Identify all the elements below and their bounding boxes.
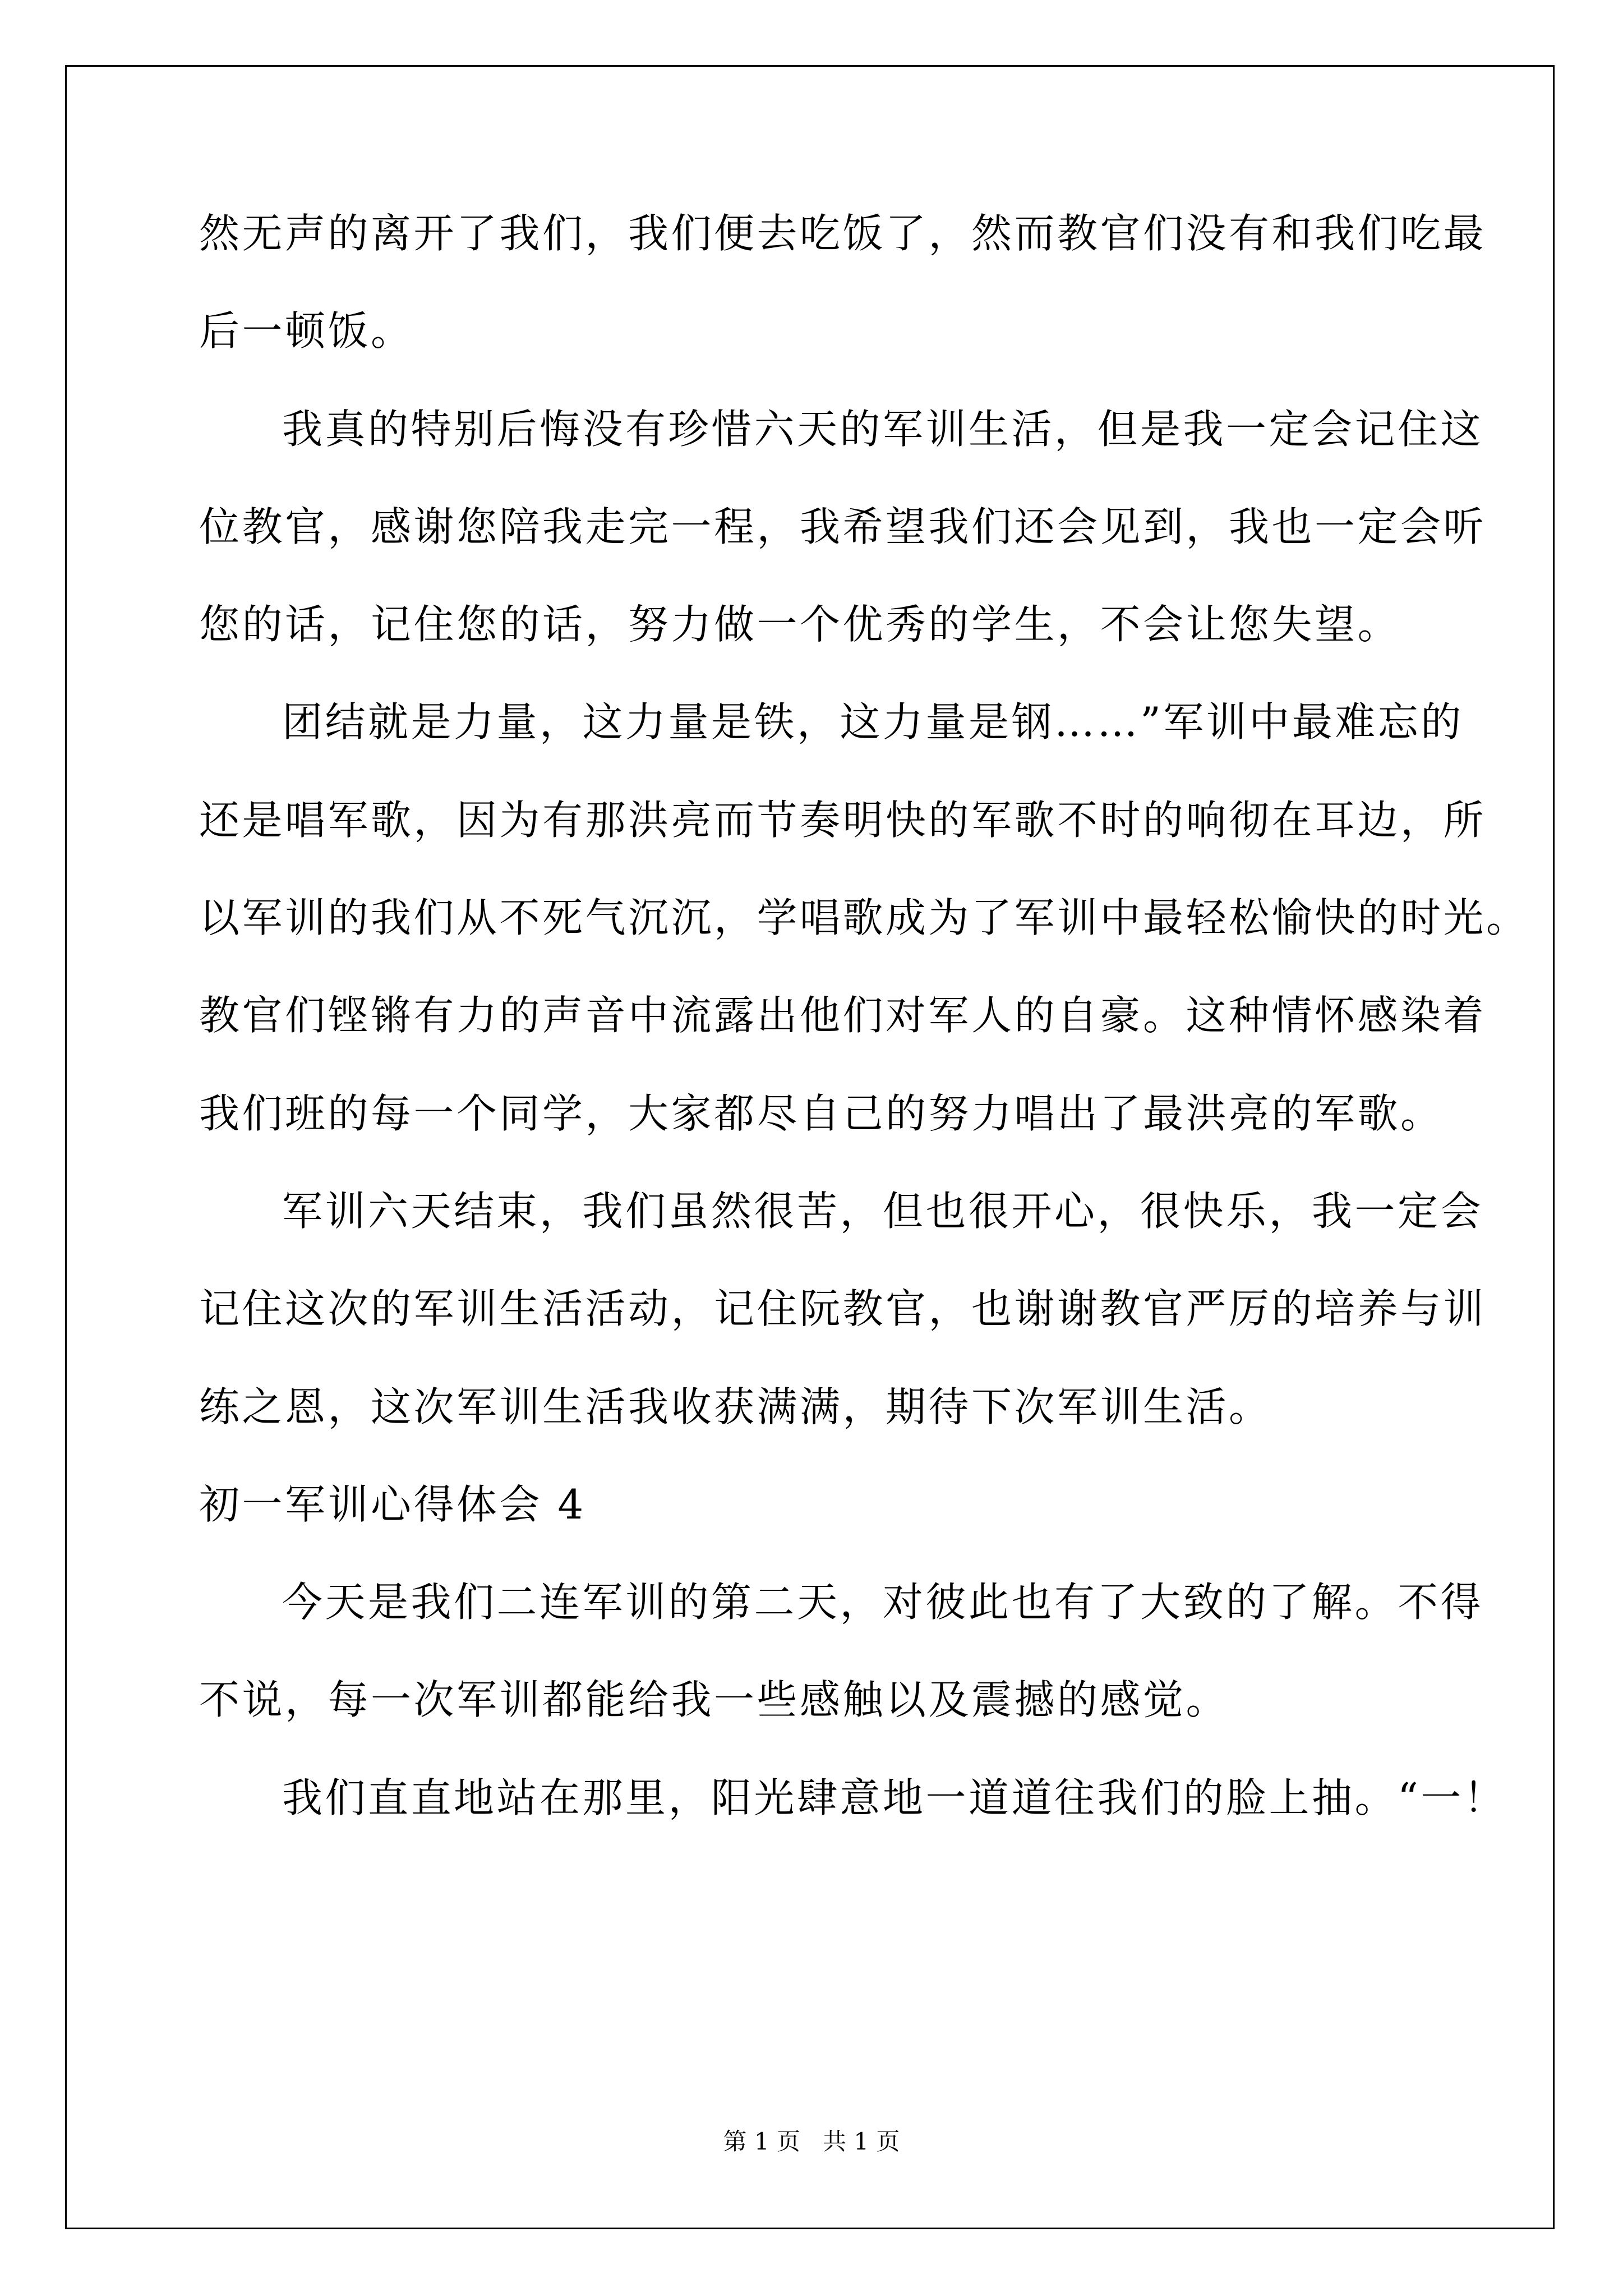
text-line: 您的话，记住您的话，努力做一个优秀的学生，不会让您失望。 xyxy=(199,601,1401,648)
text-line: 后一顿饭。 xyxy=(199,307,414,355)
paragraph-start-line: 团结就是力量，这力量是铁，这力量是钢……”军训中最难忘的 xyxy=(282,698,1464,746)
text-line: 以军训的我们从不死气沉沉，学唱歌成为了军训中最轻松愉快的时光。 xyxy=(199,894,1529,942)
section-heading: 初一军训心得体会 4 xyxy=(199,1480,586,1528)
text-line: 还是唱军歌，因为有那洪亮而节奏明快的军歌不时的响彻在耳边，所 xyxy=(199,796,1487,844)
text-line: 然无声的离开了我们，我们便去吃饭了，然而教官们没有和我们吃最 xyxy=(199,210,1487,257)
text-line: 练之恩，这次军训生活我收获满满，期待下次军训生活。 xyxy=(199,1383,1272,1430)
paragraph-start-line: 我真的特别后悔没有珍惜六天的军训生活，但是我一定会记住这 xyxy=(282,405,1484,453)
page-number-footer: 第 1 页 共 1 页 xyxy=(723,2128,900,2155)
text-line: 我们班的每一个同学，大家都尽自己的努力唱出了最洪亮的军歌。 xyxy=(199,1089,1444,1137)
text-line: 记住这次的军训生活活动，记住阮教官，也谢谢教官严厉的培养与训 xyxy=(199,1285,1487,1333)
text-line: 位教官，感谢您陪我走完一程，我希望我们还会见到，我也一定会听 xyxy=(199,503,1487,550)
text-line: 不说，每一次军训都能给我一些感触以及震撼的感觉。 xyxy=(199,1676,1229,1724)
text-line: 教官们铿锵有力的声音中流露出他们对军人的自豪。这种情怀感染着 xyxy=(199,992,1487,1039)
paragraph-start-line: 军训六天结束，我们虽然很苦，但也很开心，很快乐，我一定会 xyxy=(282,1187,1484,1235)
paragraph-start-line: 我们直直地站在那里，阳光肆意地一道道往我们的脸上抽。“一！ xyxy=(282,1774,1507,1821)
paragraph-start-line: 今天是我们二连军训的第二天，对彼此也有了大致的了解。不得 xyxy=(282,1579,1484,1626)
document-body xyxy=(199,210,1529,1875)
